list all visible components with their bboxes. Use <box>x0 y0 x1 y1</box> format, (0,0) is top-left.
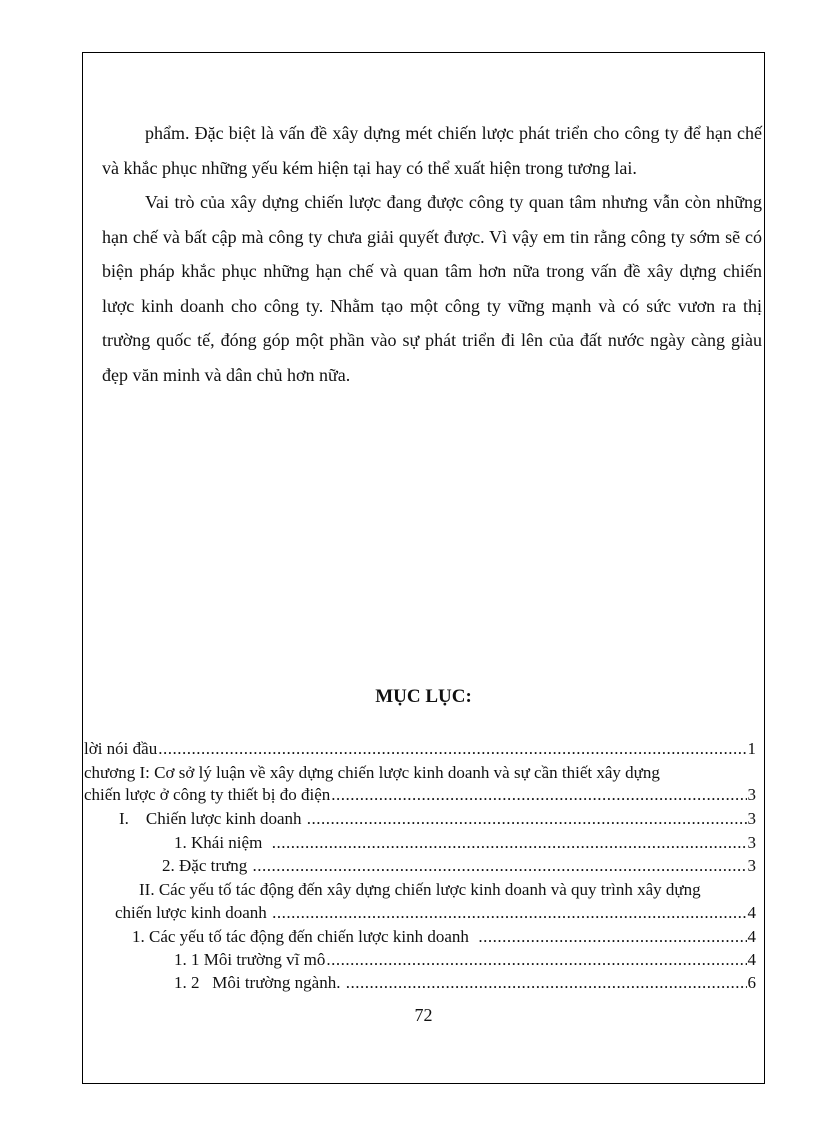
toc-entry-label: 1. Các yếu tố tác động đến chiến lược kinh doanh <box>132 927 478 946</box>
toc-entry-page: 3 <box>747 833 756 852</box>
paragraph: Vai trò của xây dựng chiến lược đang được công ty quan tâm nhưng vẫn còn những hạn chế và bất cập mà công ty chưa giải quyết được. Vì vậy em tin rằng công ty sớm sẽ có biện pháp khắc phục những hạn chế và quan tâm hơn nữa trong vấn đề xây dựng chiến lược kinh doanh cho công ty. Nhằm tạo một công ty vững mạnh và có sức vươn ra thị trường quốc tế, đóng góp một phần vào sự phát triển đi lên của đất nước ngày càng giàu đẹp văn minh và dân chủ hơn nữa. <box>102 192 762 385</box>
toc-entry-label: 2. Đặc trưng <box>162 856 252 875</box>
toc-entry-page: 4 <box>747 950 756 969</box>
toc-entry[interactable] <box>174 949 756 971</box>
toc-entry-label-line1: chương I: Cơ sở lý luận về xây dựng chiến lược kinh doanh và sự cần thiết xây dựng <box>84 763 660 782</box>
paragraph: phẩm. Đặc biệt là vấn đề xây dựng mét chiến lược phát triển cho công ty để hạn chế và khắc phục những yếu kém hiện tại hay có thể xuất hiện trong tương lai. <box>102 123 762 178</box>
toc-entry[interactable] <box>162 855 756 877</box>
toc-entry-label: chiến lược kinh doanh <box>115 903 272 922</box>
toc-entry-page: 3 <box>747 856 756 875</box>
toc-entry-label: lời nói đầu <box>84 739 158 758</box>
dot-leader <box>326 949 746 971</box>
toc-entry-continued[interactable] <box>84 784 756 806</box>
toc-entry-label: I. Chiến lược kinh doanh <box>119 809 306 828</box>
toc-entry-page: 4 <box>747 927 756 946</box>
toc-entry-label-line1: II. Các yếu tố tác động đến xây dựng chiến lược kinh doanh và quy trình xây dựng <box>139 880 701 899</box>
toc-entry-page: 3 <box>747 785 756 804</box>
toc-entry-page: 4 <box>747 903 756 922</box>
dot-leader <box>346 972 747 994</box>
page-number: 72 <box>414 1005 433 1025</box>
toc-title: MỤC LỤC: <box>375 686 472 707</box>
dot-leader <box>158 738 746 760</box>
dot-leader <box>272 832 747 854</box>
toc-entry[interactable] <box>139 879 756 901</box>
toc-entry[interactable] <box>84 738 756 760</box>
toc-entry-continued[interactable] <box>115 902 756 924</box>
toc-entry[interactable] <box>174 972 756 994</box>
dot-leader <box>252 855 746 877</box>
toc-entry-label: 1. Khái niệm <box>174 833 271 852</box>
toc-entry-page: 3 <box>747 809 756 828</box>
dot-leader <box>478 926 746 948</box>
toc-entry-page: 1 <box>747 739 756 758</box>
dot-leader <box>272 902 746 924</box>
toc-entry-page: 6 <box>747 973 756 992</box>
dot-leader <box>307 808 747 830</box>
toc-entry[interactable] <box>84 762 756 784</box>
toc-entry[interactable] <box>174 832 756 854</box>
toc-entry[interactable] <box>132 926 756 948</box>
toc-entry[interactable] <box>119 808 756 830</box>
dot-leader <box>331 784 746 806</box>
toc-entry-label: 1. 2 Môi trường ngành. <box>174 973 345 992</box>
body-text <box>102 116 762 392</box>
toc-entry-label: chiến lược ở công ty thiết bị đo điện <box>84 785 331 804</box>
toc-entry-label: 1. 1 Môi trường vĩ mô <box>174 950 326 969</box>
